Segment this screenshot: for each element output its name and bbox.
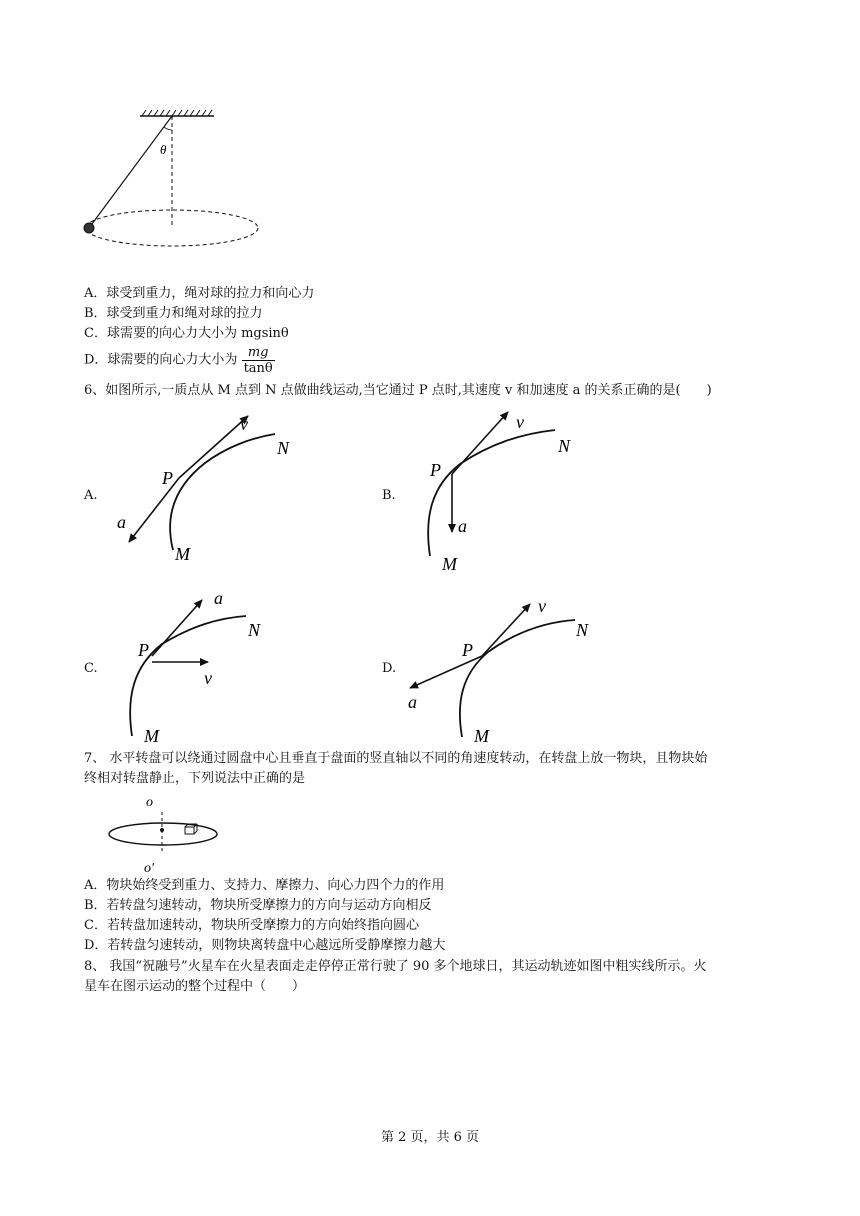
q7-option-d: D．若转盘匀速转动，则物块离转盘中心越远所受静摩擦力越大 <box>84 938 446 953</box>
point-m-label: M <box>175 544 190 564</box>
q5-option-d-fraction <box>242 345 275 376</box>
q7-stem-line-2: 终相对转盘静止，下列说法中正确的是 <box>84 771 306 786</box>
point-p-label: P <box>430 460 441 480</box>
q6-option-a-drawing <box>105 408 315 568</box>
q6-option-d-letter: D. <box>382 661 397 676</box>
point-n-label: N <box>576 620 589 640</box>
point-p-label: P <box>138 640 149 660</box>
point-n-label: N <box>558 436 571 456</box>
point-m-label: M <box>442 554 457 574</box>
turntable-drawing <box>100 790 230 876</box>
q5-option-a: A．球受到重力，绳对球的拉力和向心力 <box>84 286 315 301</box>
q5-option-b: B．球受到重力和绳对球的拉力 <box>84 306 263 321</box>
q6-stem: 6、如图所示,一质点从 M 点到 N 点做曲线运动,当它通过 P 点时,其速度 v 和加速度 a 的关系正确的是( ) <box>84 383 712 398</box>
q7-option-b: B．若转盘匀速转动，物块所受摩擦力的方向与运动方向相反 <box>84 898 432 913</box>
q5-option-d-prefix: D．球需要的向心力大小为 <box>84 352 238 368</box>
q6-option-b-letter: B. <box>382 488 396 503</box>
point-p-label: P <box>462 640 473 660</box>
axis-top-label: o <box>146 795 153 810</box>
q6-option-a-figure <box>105 408 315 568</box>
velocity-label: v <box>204 668 212 688</box>
conical-pendulum-figure <box>78 108 278 248</box>
point-m-label: M <box>144 726 159 746</box>
acceleration-label: a <box>214 588 223 608</box>
q6-option-d-drawing <box>400 592 610 747</box>
conical-pendulum-drawing <box>78 108 278 248</box>
acceleration-label: a <box>117 512 126 532</box>
axis-bottom-label: o′ <box>144 861 155 876</box>
acceleration-label: a <box>408 692 417 712</box>
page-footer: 第 2 页，共 6 页 <box>380 1130 480 1145</box>
point-p-label: P <box>162 468 173 488</box>
point-n-label: N <box>277 438 290 458</box>
q8-stem-line-1: 8、 我国“祝融号”火星车在火星表面走走停停正常行驶了 90 多个地球日，其运动轨迹如图中粗实线所示。火 <box>84 959 707 974</box>
point-m-label: M <box>474 726 489 746</box>
q6-option-b-drawing <box>410 406 610 581</box>
q6-option-b-figure <box>410 406 610 581</box>
q7-option-a: A．物块始终受到重力、支持力、摩擦力、向心力四个力的作用 <box>84 878 445 893</box>
q5-option-c: C．球需要的向心力大小为 mgsinθ <box>84 326 289 341</box>
q8-stem-line-2: 星车在图示运动的整个过程中（ ） <box>84 979 306 994</box>
fraction-numerator: mg <box>242 345 275 361</box>
fraction-denominator: tanθ <box>243 361 273 376</box>
point-n-label: N <box>248 620 261 640</box>
q6-option-c-drawing <box>108 586 298 746</box>
q6-option-c-figure <box>108 586 298 746</box>
velocity-label: v <box>516 412 524 432</box>
q6-option-c-letter: C. <box>84 661 98 676</box>
q6-option-d-figure <box>400 592 610 747</box>
velocity-label: v <box>538 596 546 616</box>
q7-stem-line-1: 7、 水平转盘可以绕通过圆盘中心且垂直于盘面的竖直轴以不同的角速度转动，在转盘上放一物块，且物块始 <box>84 751 708 766</box>
velocity-label: v <box>240 414 248 434</box>
turntable-figure <box>100 790 230 876</box>
acceleration-label: a <box>458 516 467 536</box>
q7-option-c: C．若转盘加速转动，物块所受摩擦力的方向始终指向圆心 <box>84 918 419 933</box>
q6-option-a-letter: A. <box>84 488 98 503</box>
theta-label: θ <box>160 142 167 157</box>
q5-option-d <box>84 345 275 376</box>
